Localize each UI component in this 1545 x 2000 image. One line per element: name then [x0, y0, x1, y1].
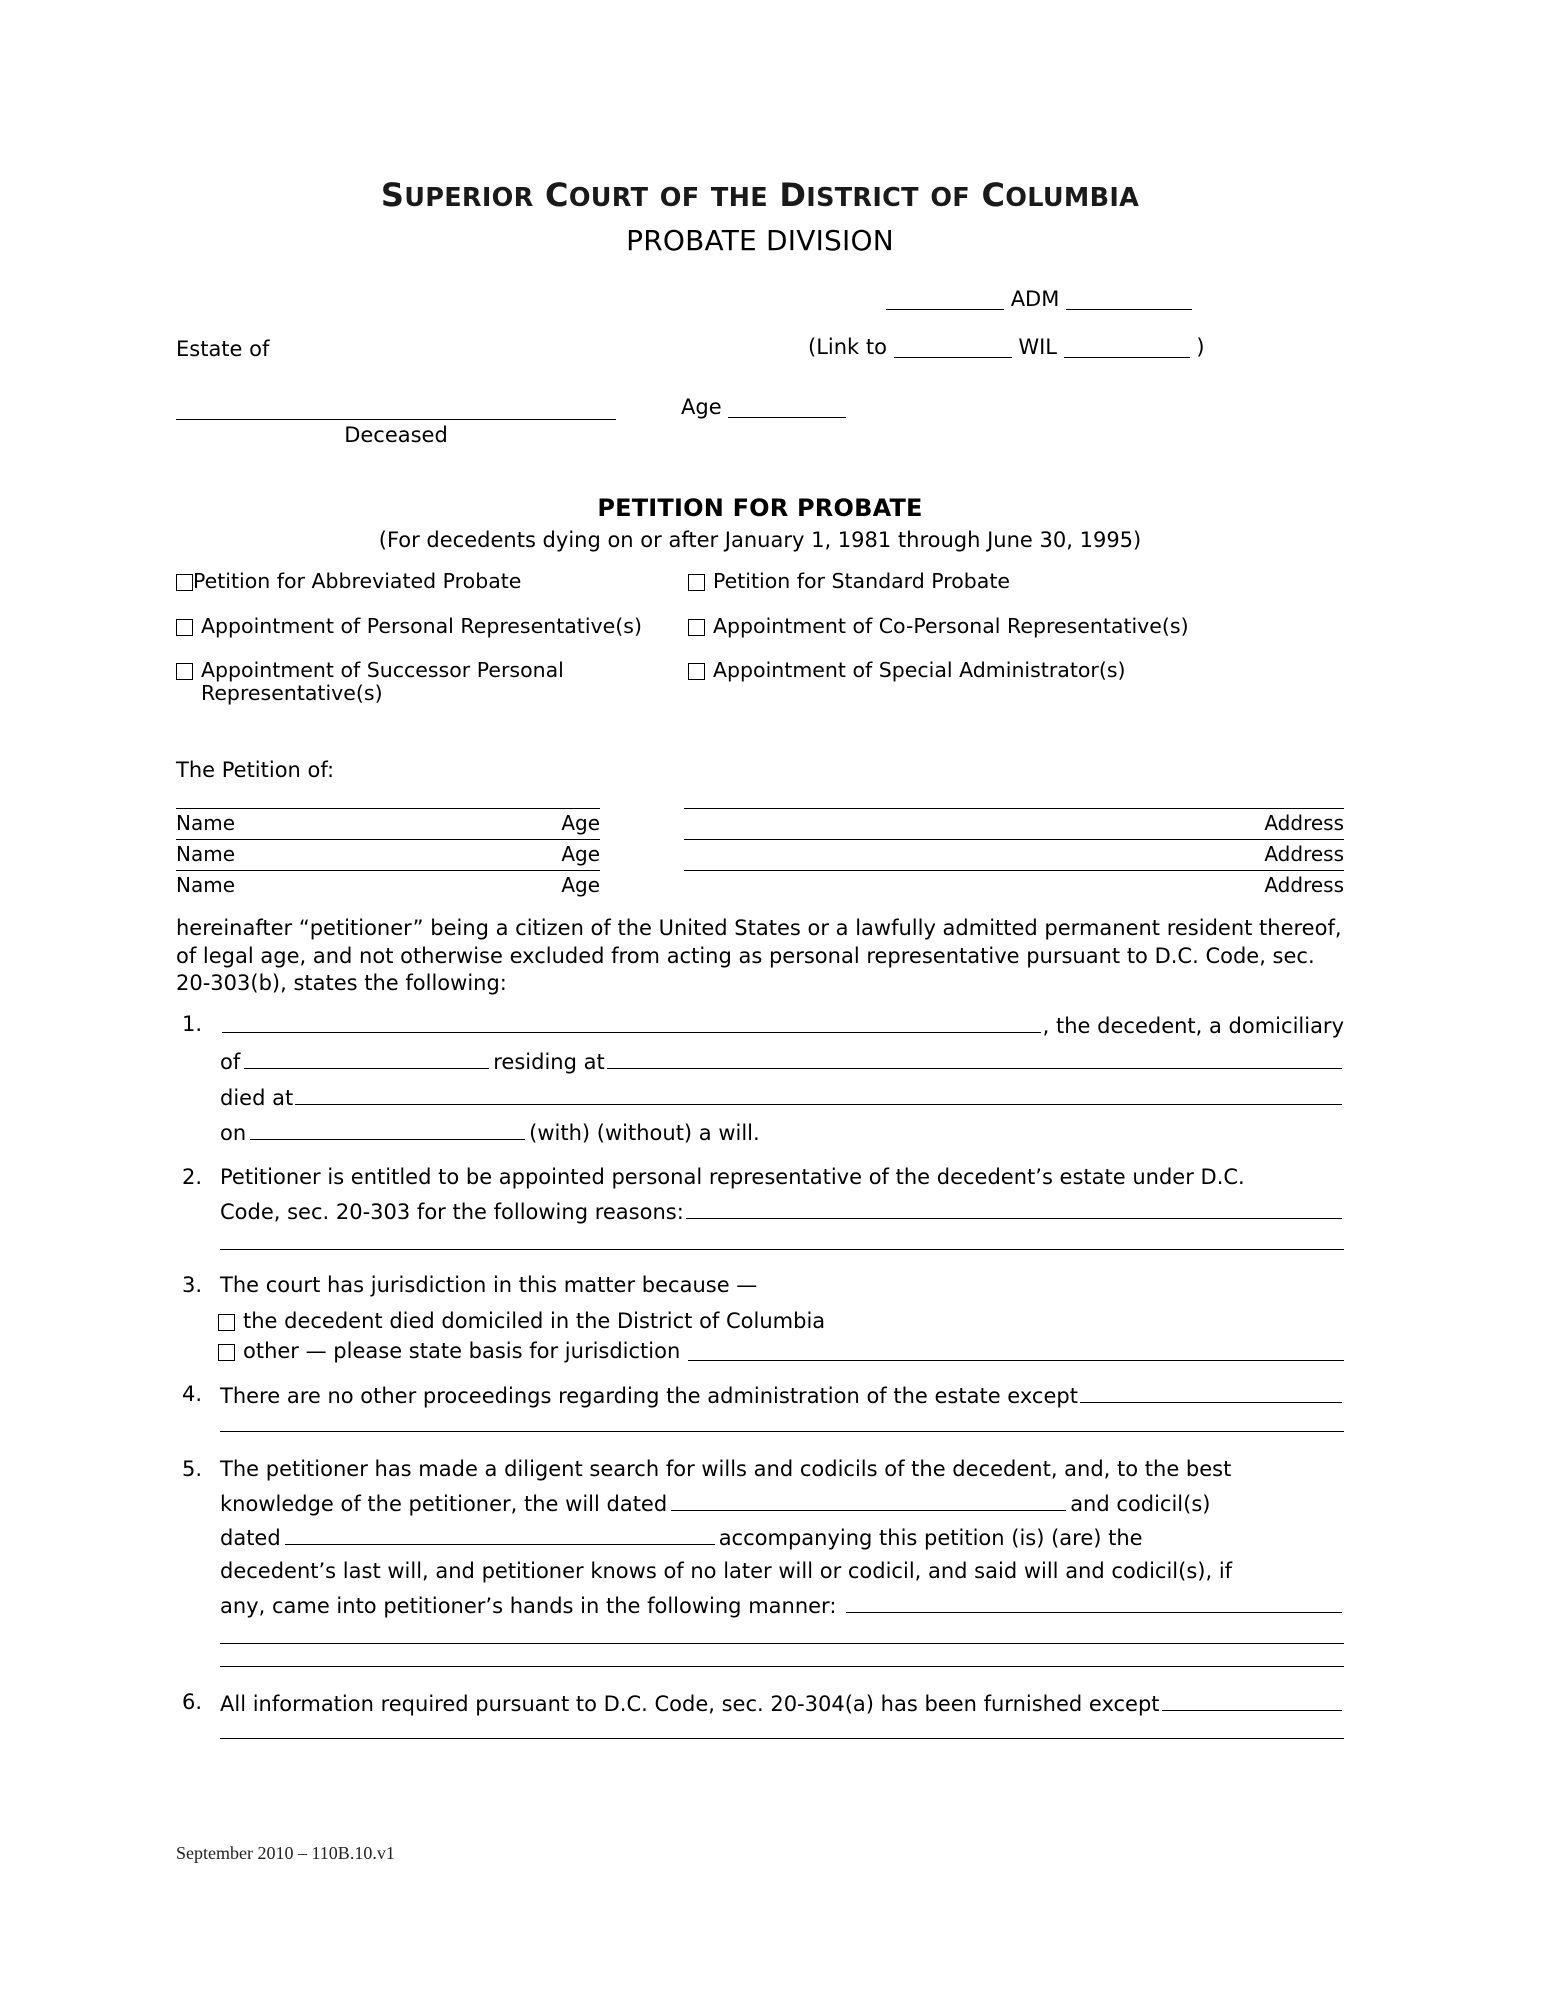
item-5-line-2	[220, 1489, 1344, 1519]
address-label: Address	[1264, 842, 1344, 867]
column-gap	[600, 808, 684, 835]
checkbox-label: Petition for Standard Probate	[713, 569, 1010, 594]
item-4-number: 4.	[182, 1382, 203, 1407]
item-4-blank[interactable]	[1080, 1381, 1342, 1403]
item-3	[176, 1272, 1344, 1300]
link-to-label: (Link to	[808, 335, 887, 360]
adm-number-blank[interactable]	[1066, 288, 1192, 310]
item-1-died-at-label: died at	[220, 1085, 294, 1110]
checkbox-icon[interactable]	[176, 619, 193, 636]
checkbox-successor-personal-representative[interactable]	[176, 659, 688, 704]
item-2-body	[220, 1164, 1344, 1226]
item-6-number: 6.	[182, 1689, 203, 1714]
item-4-line-1	[220, 1381, 1344, 1411]
item-4-continuation-blank[interactable]	[220, 1431, 1344, 1432]
petitioner-address-cell	[684, 870, 1344, 897]
item-6-line-1	[220, 1689, 1344, 1719]
petition-title: PETITION FOR PROBATE	[597, 494, 923, 523]
wil-label: WIL	[1018, 335, 1058, 360]
item-4	[176, 1381, 1344, 1411]
form-revision-footer: September 2010 – 110B.10.v1	[176, 1843, 395, 1863]
name-label: Name	[176, 842, 236, 867]
checkbox-row	[176, 570, 1344, 593]
wil-number-blank[interactable]	[1064, 336, 1190, 358]
item-2-reasons-blank[interactable]	[686, 1197, 1342, 1219]
checkbox-label: Appointment of Personal Representative(s)	[201, 613, 642, 638]
codicil-date-blank[interactable]	[285, 1523, 715, 1545]
petitioner-address-cell	[684, 839, 1344, 866]
column-gap	[600, 870, 684, 897]
petition-subtitle: (For decedents dying on or after January 1, 1981 through June 30, 1995)	[378, 528, 1142, 553]
address-label: Address	[1264, 811, 1344, 836]
checkbox-row	[176, 615, 1344, 638]
checkbox-label: Appointment of Successor Personal Representative(s)	[201, 658, 564, 705]
petitioner-name-cell	[176, 839, 600, 866]
item-1-on-label: on	[220, 1121, 247, 1146]
age-label: Age	[681, 395, 722, 420]
residence-blank[interactable]	[607, 1047, 1342, 1069]
petition-type-checkbox-grid	[176, 570, 1344, 704]
petitioner-name-labels	[176, 871, 600, 897]
checkbox-label: Appointment of Co-Personal Representative(s)	[713, 613, 1189, 638]
petitioner-row	[176, 870, 1344, 897]
death-date-blank[interactable]	[250, 1118, 525, 1140]
jurisdiction-other-blank[interactable]	[688, 1339, 1344, 1361]
age-label: Age	[561, 873, 600, 898]
intro-paragraph: hereinafter “petitioner” being a citizen of the United States or a lawfully admitted permanent resident thereof, of legal age, and not otherwise excluded from acting as personal representative pursuant to D.C. Code, sec. 20-303(b), states the following:	[176, 916, 1342, 995]
item-1-line-4	[220, 1118, 1344, 1148]
item-1-residing-label: residing at	[493, 1049, 605, 1074]
division-subtitle: PROBATE DIVISION	[626, 224, 894, 258]
item-3-body	[220, 1272, 1344, 1300]
item-6-text: All information required pursuant to D.C. Code, sec. 20-304(a) has been furnished except	[220, 1691, 1160, 1716]
petitioner-address-labels	[684, 871, 1344, 897]
name-label: Name	[176, 873, 236, 898]
age-label: Age	[561, 842, 600, 867]
checkbox-personal-representative[interactable]	[176, 615, 688, 638]
item-5-line-5	[220, 1591, 1344, 1621]
court-title-text: SUPERIOR COURT OF THE DISTRICT OF COLUMBIA	[380, 176, 1140, 214]
item-5-number: 5.	[182, 1457, 203, 1482]
petitioner-name-cell	[176, 808, 600, 835]
died-at-blank[interactable]	[295, 1083, 1342, 1105]
item-1-line-2	[220, 1047, 1344, 1077]
checkbox-icon[interactable]	[218, 1344, 235, 1361]
item-2-line-2	[220, 1197, 1344, 1227]
checkbox-icon[interactable]	[688, 574, 705, 591]
petitioner-address-labels	[684, 840, 1344, 866]
domicile-blank[interactable]	[244, 1047, 489, 1069]
item-5-manner-blank[interactable]	[846, 1591, 1342, 1613]
item-5-manner-label: any, came into petitioner’s hands in the following manner:	[220, 1593, 837, 1618]
estate-of-label: Estate of	[176, 337, 270, 362]
item-5-line-1: The petitioner has made a diligent search for wills and codicils of the decedent, and, to the best	[220, 1457, 1232, 1482]
item-5-continuation-blank-2[interactable]	[220, 1666, 1344, 1667]
item-1-line-3	[220, 1083, 1344, 1113]
checkbox-standard-probate[interactable]	[688, 570, 1344, 593]
checkbox-jurisdiction-other[interactable]	[218, 1339, 1344, 1363]
decedent-age-blank[interactable]	[728, 396, 846, 418]
checkbox-abbreviated-probate[interactable]	[176, 570, 688, 593]
case-number-block	[176, 287, 1344, 405]
item-2-reasons-label: Code, sec. 20-303 for the following reasons:	[220, 1199, 684, 1224]
deceased-label: Deceased	[344, 423, 448, 448]
item-6-body	[220, 1689, 1344, 1719]
item-3-number: 3.	[182, 1272, 203, 1297]
item-5-continuation-blank-1[interactable]	[220, 1643, 1344, 1644]
wil-row	[808, 335, 1205, 359]
item-1-number: 1.	[182, 1012, 203, 1037]
item-5-line-4: decedent’s last will, and petitioner knows of no later will or codicil, and said will and codicil(s), if	[220, 1559, 1233, 1584]
deceased-name-blank[interactable]	[176, 419, 616, 420]
item-1-body	[220, 1011, 1344, 1148]
item-1	[176, 1011, 1344, 1148]
checkbox-label: Appointment of Special Administrator(s)	[713, 658, 1126, 683]
petitioner-name-cell	[176, 870, 600, 897]
column-gap	[600, 839, 684, 866]
wil-prefix-blank[interactable]	[894, 336, 1012, 358]
petition-of-heading: The Petition of:	[176, 758, 335, 783]
item-1-line-1	[220, 1011, 1344, 1041]
item-1-line-1-tail: , the decedent, a domiciliary	[1042, 1014, 1344, 1039]
age-label: Age	[561, 811, 600, 836]
item-5	[176, 1456, 1344, 1621]
item-4-body	[220, 1381, 1344, 1411]
page-title	[176, 178, 1344, 213]
decedent-age-row	[681, 395, 846, 419]
checkbox-icon[interactable]	[688, 619, 705, 636]
checkbox-row	[176, 659, 1344, 704]
petitioner-address-labels	[684, 809, 1344, 835]
item-5-dated-label: dated	[220, 1526, 281, 1551]
item-3-text: The court has jurisdiction in this matter because —	[220, 1272, 758, 1297]
deceased-row	[176, 395, 1344, 467]
item-6-blank[interactable]	[1162, 1689, 1342, 1711]
item-2-number: 2.	[182, 1165, 203, 1190]
adm-label: ADM	[1010, 287, 1060, 312]
checkbox-jurisdiction-domiciled[interactable]	[218, 1309, 1344, 1333]
address-label: Address	[1264, 873, 1344, 898]
checkbox-co-personal-representative[interactable]	[688, 615, 1344, 638]
checkbox-label: the decedent died domiciled in the District of Columbia	[243, 1309, 826, 1334]
item-2-continuation-blank[interactable]	[220, 1249, 1344, 1250]
will-date-blank[interactable]	[671, 1489, 1066, 1511]
petitioner-name-labels	[176, 840, 600, 866]
adm-row	[886, 287, 1192, 311]
item-6-continuation-blank[interactable]	[220, 1738, 1344, 1739]
item-4-text: There are no other proceedings regarding the administration of the estate except	[220, 1384, 1078, 1409]
checkbox-icon[interactable]	[176, 663, 193, 680]
item-5-body	[220, 1456, 1344, 1621]
checkbox-icon[interactable]	[218, 1314, 235, 1331]
petitioner-address-cell	[684, 808, 1344, 835]
adm-prefix-blank[interactable]	[886, 288, 1004, 310]
item-1-will-option: (with) (without) a will.	[529, 1121, 760, 1146]
item-5-accompanying-label: accompanying this petition (is) (are) the	[718, 1526, 1143, 1551]
item-5-codicil-label: and codicil(s)	[1070, 1491, 1211, 1516]
petitioner-row	[176, 839, 1344, 866]
form-sheet	[176, 0, 1344, 1739]
item-1-of-label: of	[220, 1049, 241, 1074]
item-5-line-3	[220, 1523, 1344, 1553]
name-label: Name	[176, 811, 236, 836]
checkbox-special-administrator[interactable]	[688, 659, 1344, 704]
item-6	[176, 1689, 1344, 1719]
item-2	[176, 1164, 1344, 1226]
petitioner-row	[176, 808, 1344, 835]
checkbox-label: Petition for Abbreviated Probate	[193, 569, 522, 594]
item-5-will-dated-label: knowledge of the petitioner, the will dated	[220, 1491, 668, 1516]
checkbox-icon[interactable]	[688, 663, 705, 680]
item-2-line-1: Petitioner is entitled to be appointed personal representative of the decedent’s estate under D.C.	[220, 1165, 1245, 1190]
decedent-name-blank[interactable]	[222, 1011, 1041, 1033]
petitioners-name-block	[176, 808, 1344, 897]
checkbox-icon[interactable]	[176, 574, 193, 591]
petitioner-name-labels	[176, 809, 600, 835]
checkbox-label: other — please state basis for jurisdiction	[243, 1339, 681, 1364]
link-close-paren: )	[1196, 335, 1205, 360]
